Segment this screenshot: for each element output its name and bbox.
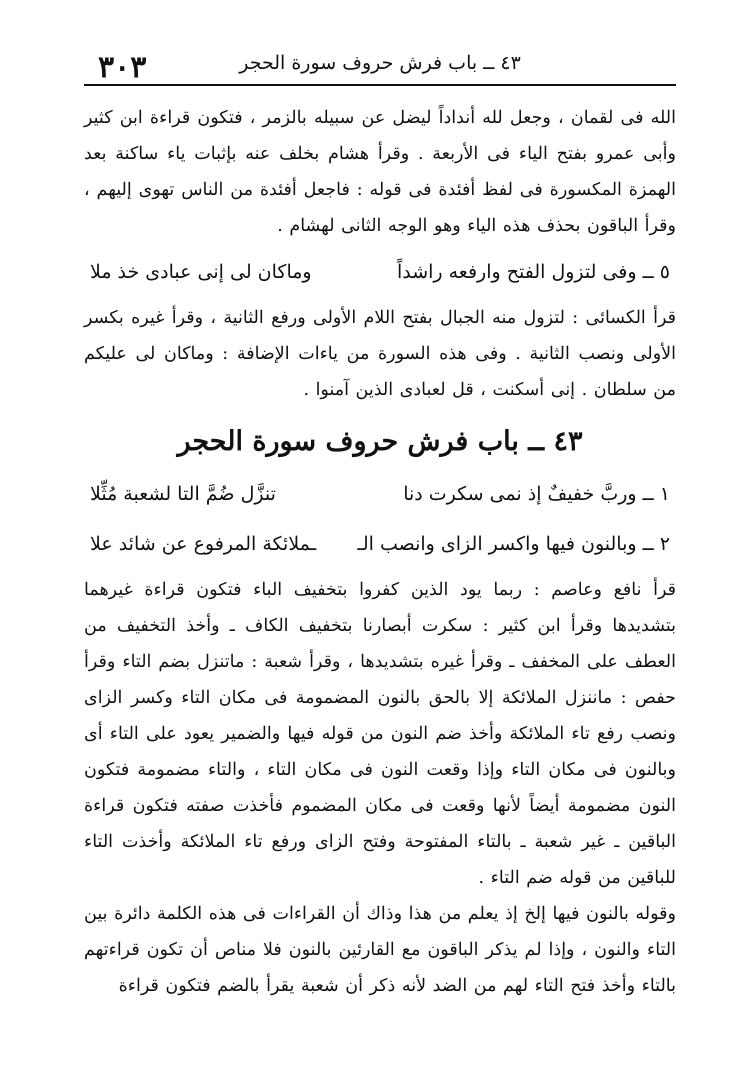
paragraph: وقوله بالنون فيها إلخ إذ يعلم من هذا وذاك أن القراءات فى هذه الكلمة دائرة بين التاء والنون ، وإذا لم يذكر الباقون مع القارئين بالنون فلا مناص أن تكون قراءتهم بالتاء وأخذ فتح التاء لهم من الضد لأنه ذكر أن شعبة يقرأ بالضم فتكون قراءة <box>84 904 676 996</box>
verse-hemistich-right: ٥ ــ وفى لتزول الفتح وارفعه راشداً <box>396 261 670 283</box>
verse-line-1 <box>84 472 676 516</box>
running-title: ٤٣ ــ باب فرش حروف سورة الحجر <box>239 52 521 74</box>
chapter-heading: ٤٣ ــ باب فرش حروف سورة الحجر <box>177 426 583 457</box>
verse-hemistich-left: تنزَّل ضُمَّ التا لشعبة مُثِّلا <box>90 483 276 505</box>
paragraph: قرأ الكسائى : لتزول منه الجبال بفتح اللام الأولى ورفع الثانية ، وقرأ غيره بكسر الأولى ونصب الثانية . وفى هذه السورة من ياءات الإضافة : وماكان لى عليكم من سلطان . إنى أسكنت ، قل لعبادى الذين آمنوا . <box>84 308 676 400</box>
verse-hemistich-right: ٢ ــ وبالنون فيها واكسر الزاى وانصب الـ <box>357 533 670 555</box>
paragraph: الله فى لقمان ، وجعل لله أنداداً ليضل عن سبيله بالزمر ، فتكون قراءة ابن كثير وأبى عمرو بفتح الياء فى الأربعة . وقرأ هشام بخلف عنه بإثبات ياء ساكنة بعد الهمزة المكسورة فى لفظ أفئدة فى قوله : فاجعل أفئدة من الناس تهوى إليهم ، وقرأ الباقون بحذف هذه الياء وهو الوجه الثانى لهشام . <box>84 108 676 236</box>
paragraph: قرأ نافع وعاصم : ربما يود الذين كفروا بتخفيف الباء فتكون قراءة غيرهما بتشديدها وقرأ ابن كثير : سكرت أبصارنا بتخفيف الكاف ـ وأخذ التخفيف من العطف على المخفف ـ وقرأ غيره بتشديدها ، وقرأ شعبة : ماتنزل بضم التاء وقرأ حفص : ماننزل الملائكة إلا بالحق بالنون المضمومة فى مكان التاء وكسر الزاى ونصب رفع تاء الملائكة وأخذ ضم النون من قوله فيها والضمير يعود على التاء أى وبالنون فى مكان التاء وإذا وقعت النون فى مكان التاء ، والتاء مضمومة فتكون النون مضمومة أيضاً لأنها وقعت فى مكان المضموم فأخذت صفته فتكون قراءة الباقين ـ غير شعبة ـ بالتاء المفتوحة وفتح الزاى ورفع تاء الملائكة وأخذت التاء للباقين من قوله ضم التاء . <box>84 580 677 888</box>
page-body <box>84 100 676 1004</box>
page-number: ٣٠٣ <box>98 50 147 85</box>
verse-hemistich-right: ١ ــ وربَّ خفيفٌ إذ نمى سكرت دنا <box>403 483 670 505</box>
verse-hemistich-left: وماكان لى إنى عبادى خذ ملا <box>90 261 312 283</box>
running-head <box>84 44 676 86</box>
verse-line-2 <box>84 522 676 566</box>
verse-line-5 <box>84 250 676 294</box>
verse-hemistich-left: ـملائكة المرفوع عن شائد علا <box>90 533 317 555</box>
